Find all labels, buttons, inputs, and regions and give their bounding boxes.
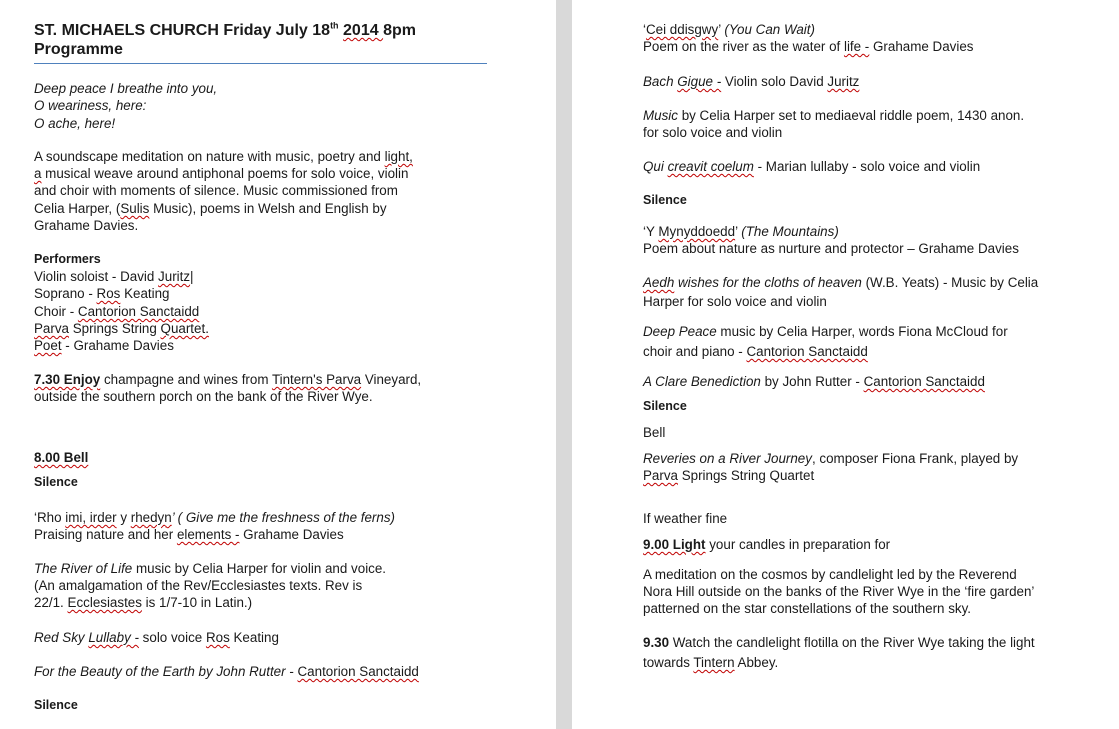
epigraph-line: O ache, here! — [34, 116, 116, 131]
epigraph-line: Deep peace I breathe into you, — [34, 81, 218, 96]
intro-line: and choir with moments of silence. Music commissioned from — [34, 183, 398, 198]
document-page-left — [0, 0, 556, 729]
item-music-riddle: Music by Celia Harper set to mediaeval riddle poem, 1430 anon. — [643, 108, 1025, 123]
document-page-right — [572, 0, 1119, 729]
title-divider — [34, 63, 487, 64]
meditation-line: A meditation on the cosmos by candlelight led by the Reverend — [643, 567, 1017, 582]
intro-line: Grahame Davies. — [34, 218, 139, 233]
schedule-730: 7.30 Enjoy champagne and wines from Tintern's Parva Vineyard, — [34, 372, 422, 387]
performer-choir: Choir - Cantorion Sanctaidd — [34, 304, 200, 319]
meditation-line: Nora Hill outside on the banks of the River Wye in the ‘fire garden’ — [643, 584, 1035, 599]
meditation-line: patterned on the star constellations of the southern sky. — [643, 601, 972, 616]
performers-heading: Performers — [34, 252, 101, 266]
item-music-riddle-line2: for solo voice and violin — [643, 125, 783, 140]
item-reveries-line2: Parva Springs String Quartet — [643, 468, 815, 483]
item-cei-ddisgwy: ‘Cei ddisgwy’ (You Can Wait) — [643, 22, 815, 37]
item-mynyddoedd: ‘Y Mynyddoedd’ (The Mountains) — [643, 224, 839, 239]
item-river-of-life: The River of Life music by Celia Harper for violin and voice. — [34, 561, 387, 576]
item-river-of-life-line3: 22/1. Ecclesiastes is 1/7-10 in Latin.) — [34, 595, 253, 610]
item-nurture-poem: Poem about nature as nurture and protector – Grahame Davies — [643, 241, 1019, 256]
schedule-930-line2: towards Tintern Abbey. — [643, 655, 779, 670]
item-praising: Praising nature and her elements - Grahame Davies — [34, 527, 344, 542]
schedule-800: 8.00 Bell — [34, 450, 89, 465]
programme-subtitle: Programme — [34, 41, 123, 58]
silence-label: Silence — [34, 475, 78, 489]
item-aedh-line2: Harper for solo voice and violin — [643, 294, 827, 309]
performer-soprano: Soprano - Ros Keating — [34, 286, 170, 301]
item-deep-peace: Deep Peace music by Celia Harper, words Fiona McCloud for — [643, 324, 1008, 339]
item-deep-peace-line2: choir and piano - Cantorion Sanctaidd — [643, 344, 868, 359]
weather-note: If weather fine — [643, 511, 728, 526]
performer-poet: Poet - Grahame Davies — [34, 338, 174, 353]
item-reveries: Reveries on a River Journey, composer Fiona Frank, played by — [643, 451, 1019, 466]
schedule-900: 9.00 Light your candles in preparation for — [643, 537, 891, 552]
programme-title: ST. MICHAELS CHURCH Friday July 18th 2014 8pm — [34, 20, 416, 39]
epigraph-line: O weariness, here: — [34, 98, 147, 113]
intro-line: a musical weave around antiphonal poems for solo voice, violin — [34, 166, 409, 181]
intro-line: Celia Harper, (Sulis Music), poems in Welsh and English by — [34, 201, 387, 216]
item-rho-imi: ‘Rho imi, irder y rhedyn’ ( Give me the freshness of the ferns) — [34, 510, 395, 525]
item-river-of-life-line2: (An amalgamation of the Rev/Ecclesiastes texts. Rev is — [34, 578, 363, 593]
schedule-730-line2: outside the southern porch on the bank of the River Wye. — [34, 389, 373, 404]
performer-quartet: Parva Springs String Quartet. — [34, 321, 209, 336]
intro-line: A soundscape meditation on nature with music, poetry and light, — [34, 149, 413, 164]
item-poem-river: Poem on the river as the water of life - Grahame Davies — [643, 39, 974, 54]
item-bach-gigue: Bach Gigue - Violin solo David Juritz — [643, 74, 860, 89]
silence-label: Silence — [643, 193, 687, 207]
schedule-930: 9.30 Watch the candlelight flotilla on the River Wye taking the light — [643, 635, 1035, 650]
silence-label: Silence — [34, 698, 78, 712]
bell-label: Bell — [643, 425, 666, 440]
item-aedh: Aedh wishes for the cloths of heaven (W.B. Yeats) - Music by Celia — [643, 275, 1039, 290]
silence-label: Silence — [643, 399, 687, 413]
item-red-sky: Red Sky Lullaby - solo voice Ros Keating — [34, 630, 279, 645]
item-clare-benediction: A Clare Benediction by John Rutter - Cantorion Sanctaidd — [643, 374, 985, 389]
item-qui-creavit: Qui creavit coelum - Marian lullaby - solo voice and violin — [643, 159, 981, 174]
item-beauty-of-earth: For the Beauty of the Earth by John Rutter - Cantorion Sanctaidd — [34, 664, 419, 679]
performer-violin: Violin soloist - David Juritz| — [34, 269, 194, 284]
